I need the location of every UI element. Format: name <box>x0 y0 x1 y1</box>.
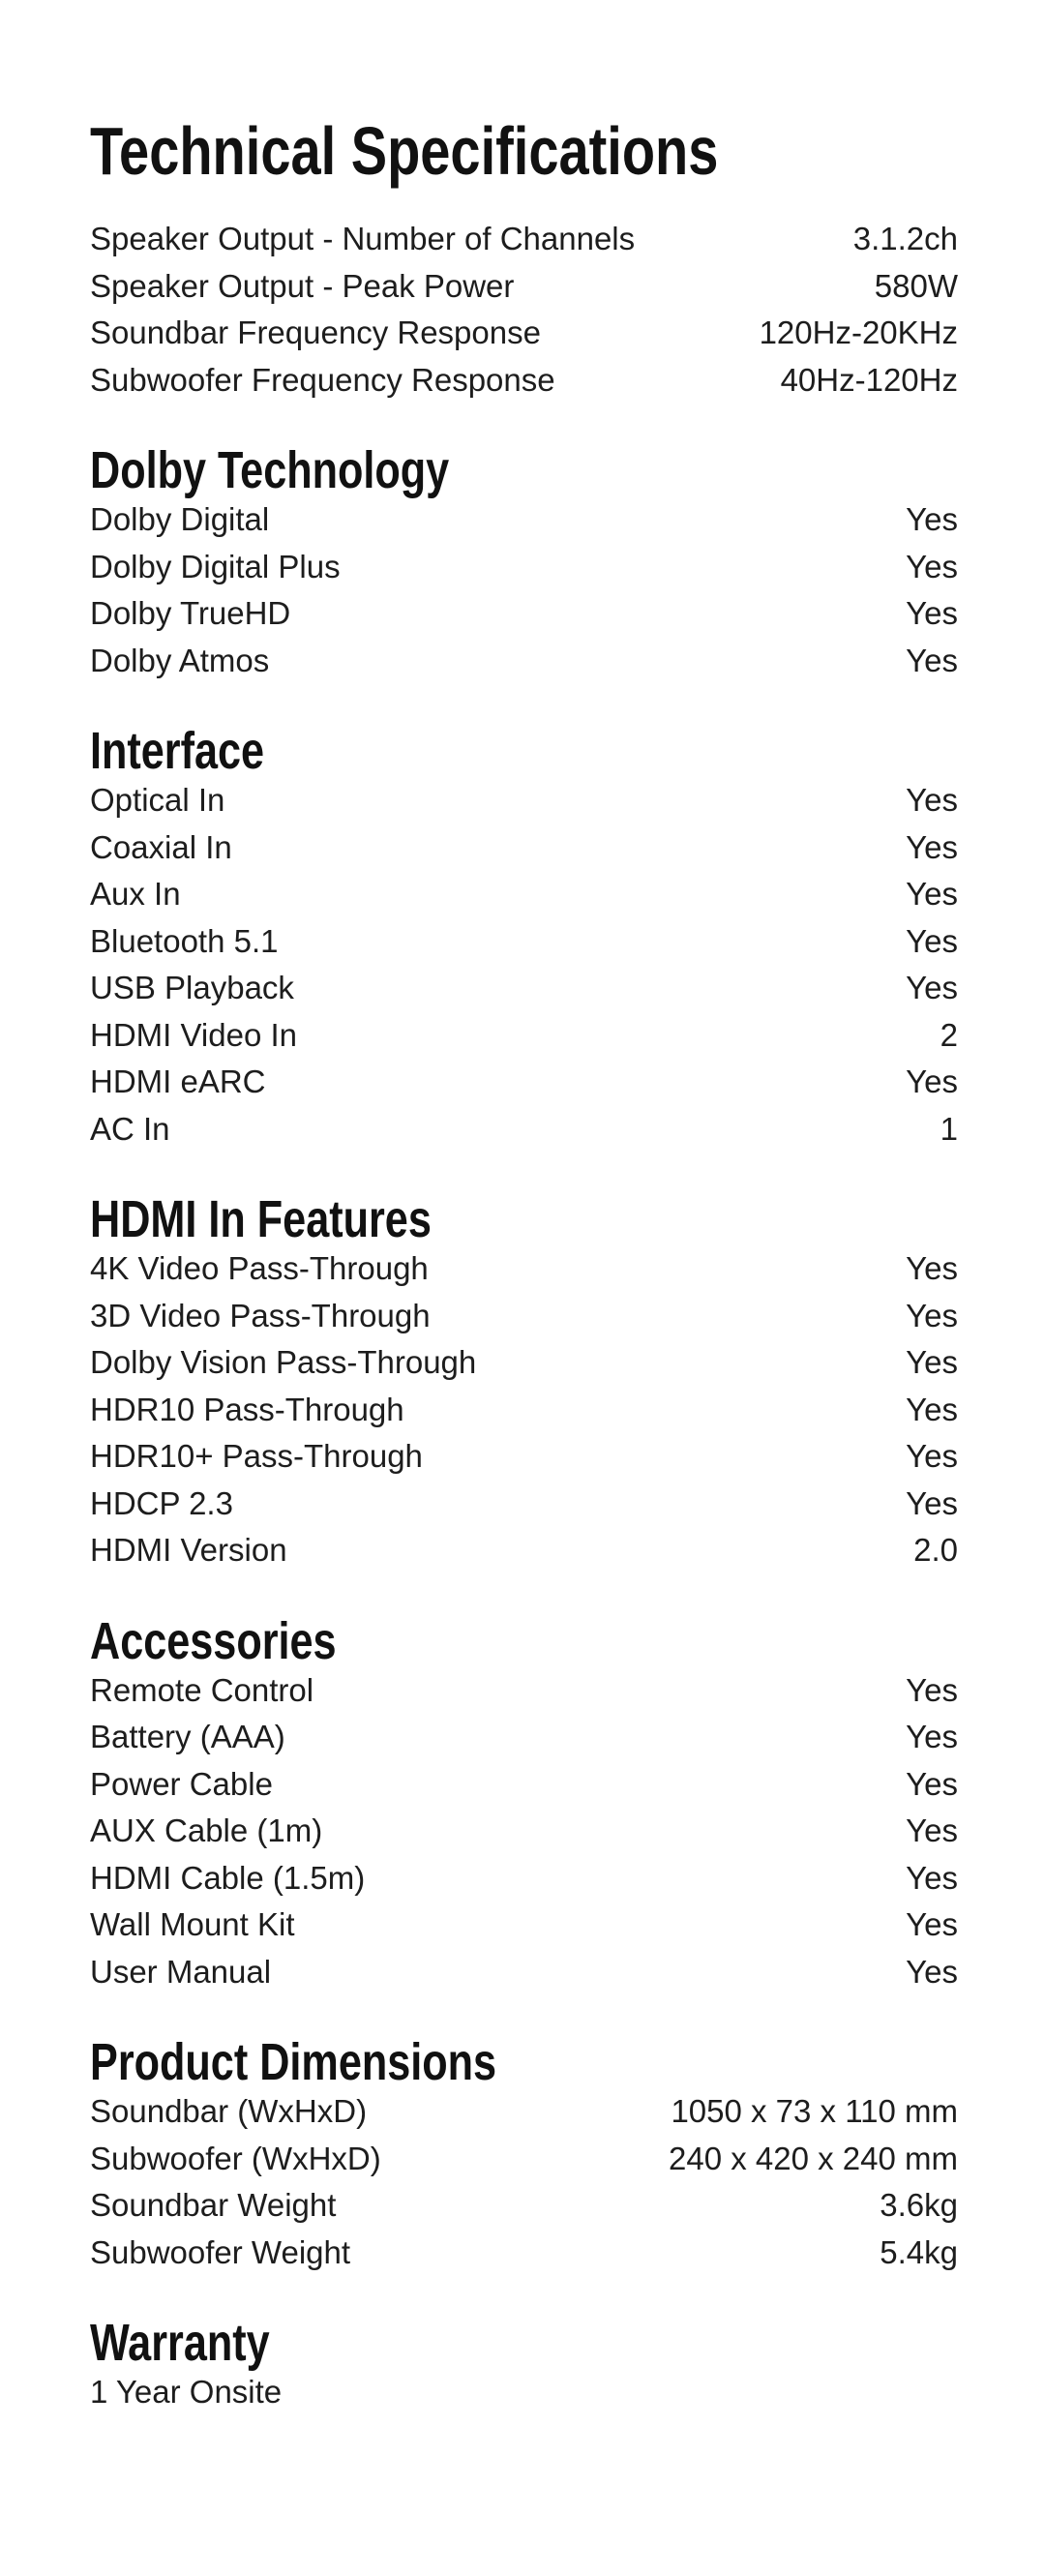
spec-row <box>90 544 958 591</box>
spec-label: Soundbar (WxHxD) <box>90 2093 368 2129</box>
spec-row <box>90 1667 958 1715</box>
spec-row <box>90 1012 958 1060</box>
spec-label: Dolby TrueHD <box>90 595 291 631</box>
page-title: Technical Specifications <box>90 113 719 189</box>
spec-value: 5.4kg <box>880 2233 958 2270</box>
spec-value: Yes <box>906 1719 958 1754</box>
section-heading-hdmi-in-features: HDMI In Features <box>90 1190 432 1248</box>
spec-label: Wall Mount Kit <box>90 1906 295 1942</box>
spec-value: 2 <box>940 1016 958 1053</box>
spec-value: Yes <box>906 1906 958 1942</box>
spec-label: AC In <box>90 1110 170 1147</box>
spec-row <box>90 1855 958 1902</box>
spec-row <box>90 2136 958 2183</box>
spec-row <box>90 1106 958 1153</box>
spec-label: Speaker Output - Number of Channels <box>90 221 636 256</box>
spec-label: Battery (AAA) <box>90 1719 285 1754</box>
spec-value: Yes <box>906 1765 958 1802</box>
spec-value: Yes <box>906 548 958 584</box>
spec-label: Speaker Output - Peak Power <box>90 267 515 304</box>
spec-label: Power Cable <box>90 1765 273 1802</box>
spec-row <box>90 918 958 966</box>
spec-value: 120Hz-20KHz <box>759 315 958 350</box>
spec-row <box>90 263 958 311</box>
spec-row <box>90 965 958 1012</box>
spec-value: Yes <box>906 876 958 912</box>
spec-row <box>90 2182 958 2230</box>
spec-value: Yes <box>906 1671 958 1708</box>
section-interface <box>90 722 958 1153</box>
section-heading-dolby-technology: Dolby Technology <box>90 441 450 499</box>
spec-value: Yes <box>906 1391 958 1427</box>
spec-label: Soundbar Weight <box>90 2187 337 2223</box>
spec-label: User Manual <box>90 1953 272 1990</box>
spec-row <box>90 1527 958 1574</box>
spec-value: Yes <box>906 1063 958 1099</box>
section-product-dimensions <box>90 2033 958 2276</box>
spec-label: Dolby Atmos <box>90 642 270 678</box>
spec-value: 3.6kg <box>880 2187 958 2223</box>
section-heading-accessories: Accessories <box>90 1611 337 1670</box>
spec-label: Bluetooth 5.1 <box>90 922 279 959</box>
spec-label: USB Playback <box>90 970 294 1005</box>
section-hdmi-in-features <box>90 1190 958 1574</box>
spec-row <box>90 1949 958 1996</box>
spec-row <box>90 310 958 357</box>
section-heading-warranty: Warranty <box>90 2314 270 2372</box>
spec-value: Yes <box>906 1438 958 1474</box>
spec-value: Yes <box>906 1344 958 1380</box>
spec-row <box>90 1481 958 1528</box>
spec-row <box>90 1808 958 1855</box>
spec-row <box>90 871 958 918</box>
spec-value: Yes <box>906 922 958 959</box>
spec-row <box>90 1293 958 1340</box>
spec-value: Yes <box>906 1297 958 1333</box>
spec-value: Yes <box>906 642 958 678</box>
spec-row <box>90 1059 958 1106</box>
spec-sheet <box>0 114 1045 2416</box>
spec-label: 3D Video Pass-Through <box>90 1297 431 1333</box>
section-warranty <box>90 2314 958 2416</box>
spec-label: HDMI Cable (1.5m) <box>90 1859 366 1896</box>
spec-label: Remote Control <box>90 1671 314 1708</box>
spec-row <box>90 1387 958 1434</box>
spec-value: 2.0 <box>913 1532 958 1568</box>
spec-value: Yes <box>906 1953 958 1990</box>
spec-label: Aux In <box>90 876 181 912</box>
spec-row <box>90 1714 958 1761</box>
spec-value: 1 <box>940 1110 958 1147</box>
spec-row <box>90 2369 958 2416</box>
spec-value: 40Hz-120Hz <box>780 361 958 398</box>
section-heading-product-dimensions: Product Dimensions <box>90 2033 497 2091</box>
section-accessories <box>90 1611 958 1996</box>
section-speaker-output <box>90 216 958 404</box>
spec-value: Yes <box>906 970 958 1005</box>
spec-label: Optical In <box>90 782 225 818</box>
spec-row <box>90 590 958 638</box>
spec-value: Yes <box>906 782 958 818</box>
spec-label: Subwoofer Frequency Response <box>90 361 555 398</box>
section-dolby-technology <box>90 441 958 684</box>
spec-row <box>90 824 958 872</box>
spec-row <box>90 777 958 824</box>
spec-label: HDR10 Pass-Through <box>90 1391 404 1427</box>
spec-row <box>90 1245 958 1293</box>
spec-value: 3.1.2ch <box>852 221 958 256</box>
spec-row <box>90 1339 958 1387</box>
spec-row <box>90 357 958 404</box>
spec-row <box>90 216 958 263</box>
spec-row <box>90 1761 958 1809</box>
spec-label: 1 Year Onsite <box>90 2374 283 2410</box>
spec-value: Yes <box>906 595 958 631</box>
spec-row <box>90 638 958 685</box>
spec-row <box>90 1433 958 1481</box>
spec-value: 240 x 420 x 240 mm <box>669 2140 958 2176</box>
spec-label: Subwoofer Weight <box>90 2233 351 2270</box>
spec-label: HDR10+ Pass-Through <box>90 1438 423 1474</box>
spec-value: Yes <box>906 1859 958 1896</box>
spec-label: Subwoofer (WxHxD) <box>90 2140 381 2176</box>
spec-label: 4K Video Pass-Through <box>90 1250 429 1286</box>
spec-label: Soundbar Frequency Response <box>90 315 541 350</box>
spec-value: Yes <box>906 1250 958 1286</box>
spec-row <box>90 1902 958 1949</box>
spec-row <box>90 496 958 544</box>
spec-label: AUX Cable (1m) <box>90 1812 323 1848</box>
spec-label: HDMI Video In <box>90 1016 297 1053</box>
spec-label: HDMI Version <box>90 1532 287 1568</box>
spec-label: Coaxial In <box>90 828 232 865</box>
spec-label: Dolby Digital <box>90 501 270 537</box>
section-heading-interface: Interface <box>90 722 265 780</box>
spec-value: 580W <box>874 267 958 304</box>
spec-label: Dolby Digital Plus <box>90 548 341 584</box>
spec-row <box>90 2088 958 2136</box>
spec-label: HDCP 2.3 <box>90 1484 233 1521</box>
spec-label: HDMI eARC <box>90 1063 266 1099</box>
spec-value: 1050 x 73 x 110 mm <box>671 2093 958 2129</box>
spec-label: Dolby Vision Pass-Through <box>90 1344 477 1380</box>
spec-value: Yes <box>906 501 958 537</box>
spec-row <box>90 2230 958 2277</box>
spec-value: Yes <box>906 828 958 865</box>
spec-value: Yes <box>906 1812 958 1848</box>
spec-value: Yes <box>906 1484 958 1521</box>
